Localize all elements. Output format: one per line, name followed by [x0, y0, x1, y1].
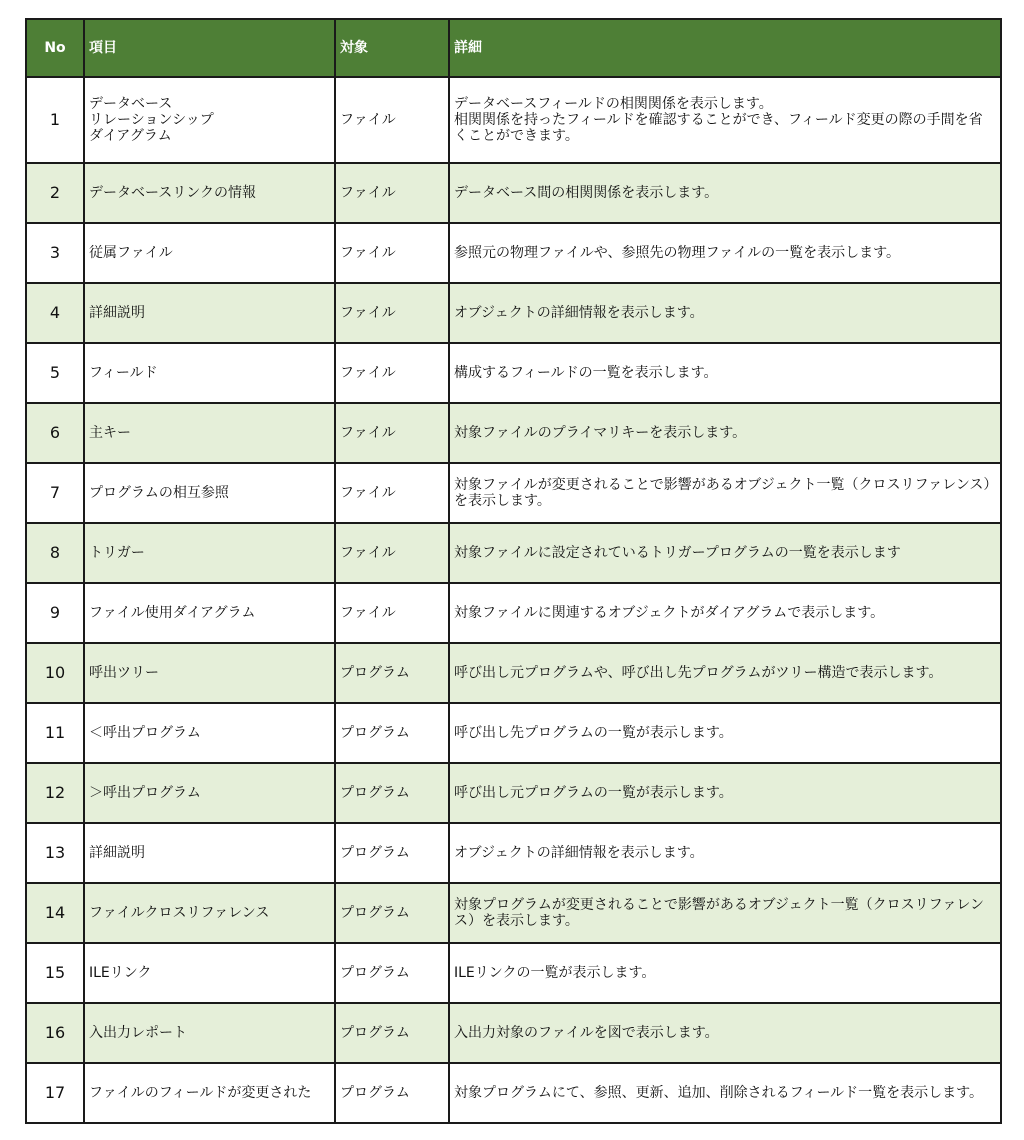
- row-item: ILEリンク: [84, 943, 335, 1003]
- row-item: 従属ファイル: [84, 223, 335, 283]
- table-row: [26, 463, 1001, 523]
- row-item: 詳細説明: [84, 823, 335, 883]
- header-target: 対象: [335, 19, 449, 77]
- table-row: [26, 583, 1001, 643]
- row-no: 7: [26, 463, 84, 523]
- row-item: プログラムの相互参照: [84, 463, 335, 523]
- row-target: ファイル: [335, 583, 449, 643]
- row-no: 9: [26, 583, 84, 643]
- row-target: プログラム: [335, 643, 449, 703]
- row-target: プログラム: [335, 1063, 449, 1123]
- row-no: 17: [26, 1063, 84, 1123]
- row-item: ＜呼出プログラム: [84, 703, 335, 763]
- table-row: [26, 703, 1001, 763]
- row-target: ファイル: [335, 403, 449, 463]
- table-row: [26, 523, 1001, 583]
- row-detail: データベースフィールドの相関関係を表示します。 相関関係を持ったフィールドを確認することができ、フィールド変更の際の手間を省くことができます。: [449, 77, 1001, 163]
- header-detail: 詳細: [449, 19, 1001, 77]
- row-no: 10: [26, 643, 84, 703]
- row-detail: データベース間の相関関係を表示します。: [449, 163, 1001, 223]
- row-detail: 対象ファイルに関連するオブジェクトがダイアグラムで表示します。: [449, 583, 1001, 643]
- row-detail: 呼び出し元プログラムの一覧が表示します。: [449, 763, 1001, 823]
- row-no: 3: [26, 223, 84, 283]
- row-detail: 呼び出し先プログラムの一覧が表示します。: [449, 703, 1001, 763]
- table-header-row: [26, 19, 1001, 77]
- row-no: 11: [26, 703, 84, 763]
- row-detail: 参照元の物理ファイルや、参照先の物理ファイルの一覧を表示します。: [449, 223, 1001, 283]
- row-target: プログラム: [335, 823, 449, 883]
- row-detail: 対象ファイルに設定されているトリガープログラムの一覧を表示します: [449, 523, 1001, 583]
- table-row: [26, 1003, 1001, 1063]
- row-item: 呼出ツリー: [84, 643, 335, 703]
- row-detail: ILEリンクの一覧が表示します。: [449, 943, 1001, 1003]
- row-target: ファイル: [335, 223, 449, 283]
- row-target: プログラム: [335, 943, 449, 1003]
- row-no: 14: [26, 883, 84, 943]
- row-item: ファイルのフィールドが変更された: [84, 1063, 335, 1123]
- table-row: [26, 77, 1001, 163]
- row-no: 13: [26, 823, 84, 883]
- row-item: 詳細説明: [84, 283, 335, 343]
- row-no: 4: [26, 283, 84, 343]
- row-detail: 対象プログラムが変更されることで影響があるオブジェクト一覧（クロスリファレンス）を表示します。: [449, 883, 1001, 943]
- row-no: 12: [26, 763, 84, 823]
- feature-table: [25, 18, 1002, 1124]
- row-target: ファイル: [335, 343, 449, 403]
- row-item: 入出力レポート: [84, 1003, 335, 1063]
- row-item: フィールド: [84, 343, 335, 403]
- table-row: [26, 343, 1001, 403]
- row-detail: 入出力対象のファイルを図で表示します。: [449, 1003, 1001, 1063]
- row-target: プログラム: [335, 883, 449, 943]
- row-no: 2: [26, 163, 84, 223]
- table-row: [26, 643, 1001, 703]
- row-detail: 対象ファイルが変更されることで影響があるオブジェクト一覧（クロスリファレンス）を表示します。: [449, 463, 1001, 523]
- row-target: ファイル: [335, 77, 449, 163]
- row-target: プログラム: [335, 1003, 449, 1063]
- row-no: 5: [26, 343, 84, 403]
- row-item: トリガー: [84, 523, 335, 583]
- row-target: ファイル: [335, 283, 449, 343]
- table-row: [26, 283, 1001, 343]
- row-item: ファイル使用ダイアグラム: [84, 583, 335, 643]
- row-target: プログラム: [335, 763, 449, 823]
- table-row: [26, 763, 1001, 823]
- row-no: 15: [26, 943, 84, 1003]
- row-no: 1: [26, 77, 84, 163]
- row-detail: 対象ファイルのプライマリキーを表示します。: [449, 403, 1001, 463]
- row-item: データベース リレーションシップ ダイアグラム: [84, 77, 335, 163]
- row-detail: オブジェクトの詳細情報を表示します。: [449, 823, 1001, 883]
- table-row: [26, 223, 1001, 283]
- row-no: 6: [26, 403, 84, 463]
- row-item: データベースリンクの情報: [84, 163, 335, 223]
- row-target: ファイル: [335, 463, 449, 523]
- row-target: プログラム: [335, 703, 449, 763]
- row-detail: 構成するフィールドの一覧を表示します。: [449, 343, 1001, 403]
- header-no: No: [26, 19, 84, 77]
- table-row: [26, 943, 1001, 1003]
- row-detail: オブジェクトの詳細情報を表示します。: [449, 283, 1001, 343]
- row-no: 8: [26, 523, 84, 583]
- row-item: ＞呼出プログラム: [84, 763, 335, 823]
- row-detail: 対象プログラムにて、参照、更新、追加、削除されるフィールド一覧を表示します。: [449, 1063, 1001, 1123]
- row-item: ファイルクロスリファレンス: [84, 883, 335, 943]
- header-item: 項目: [84, 19, 335, 77]
- table-row: [26, 403, 1001, 463]
- table-row: [26, 1063, 1001, 1123]
- table-row: [26, 163, 1001, 223]
- row-target: ファイル: [335, 163, 449, 223]
- row-target: ファイル: [335, 523, 449, 583]
- table-row: [26, 823, 1001, 883]
- row-no: 16: [26, 1003, 84, 1063]
- table-row: [26, 883, 1001, 943]
- row-item: 主キー: [84, 403, 335, 463]
- row-detail: 呼び出し元プログラムや、呼び出し先プログラムがツリー構造で表示します。: [449, 643, 1001, 703]
